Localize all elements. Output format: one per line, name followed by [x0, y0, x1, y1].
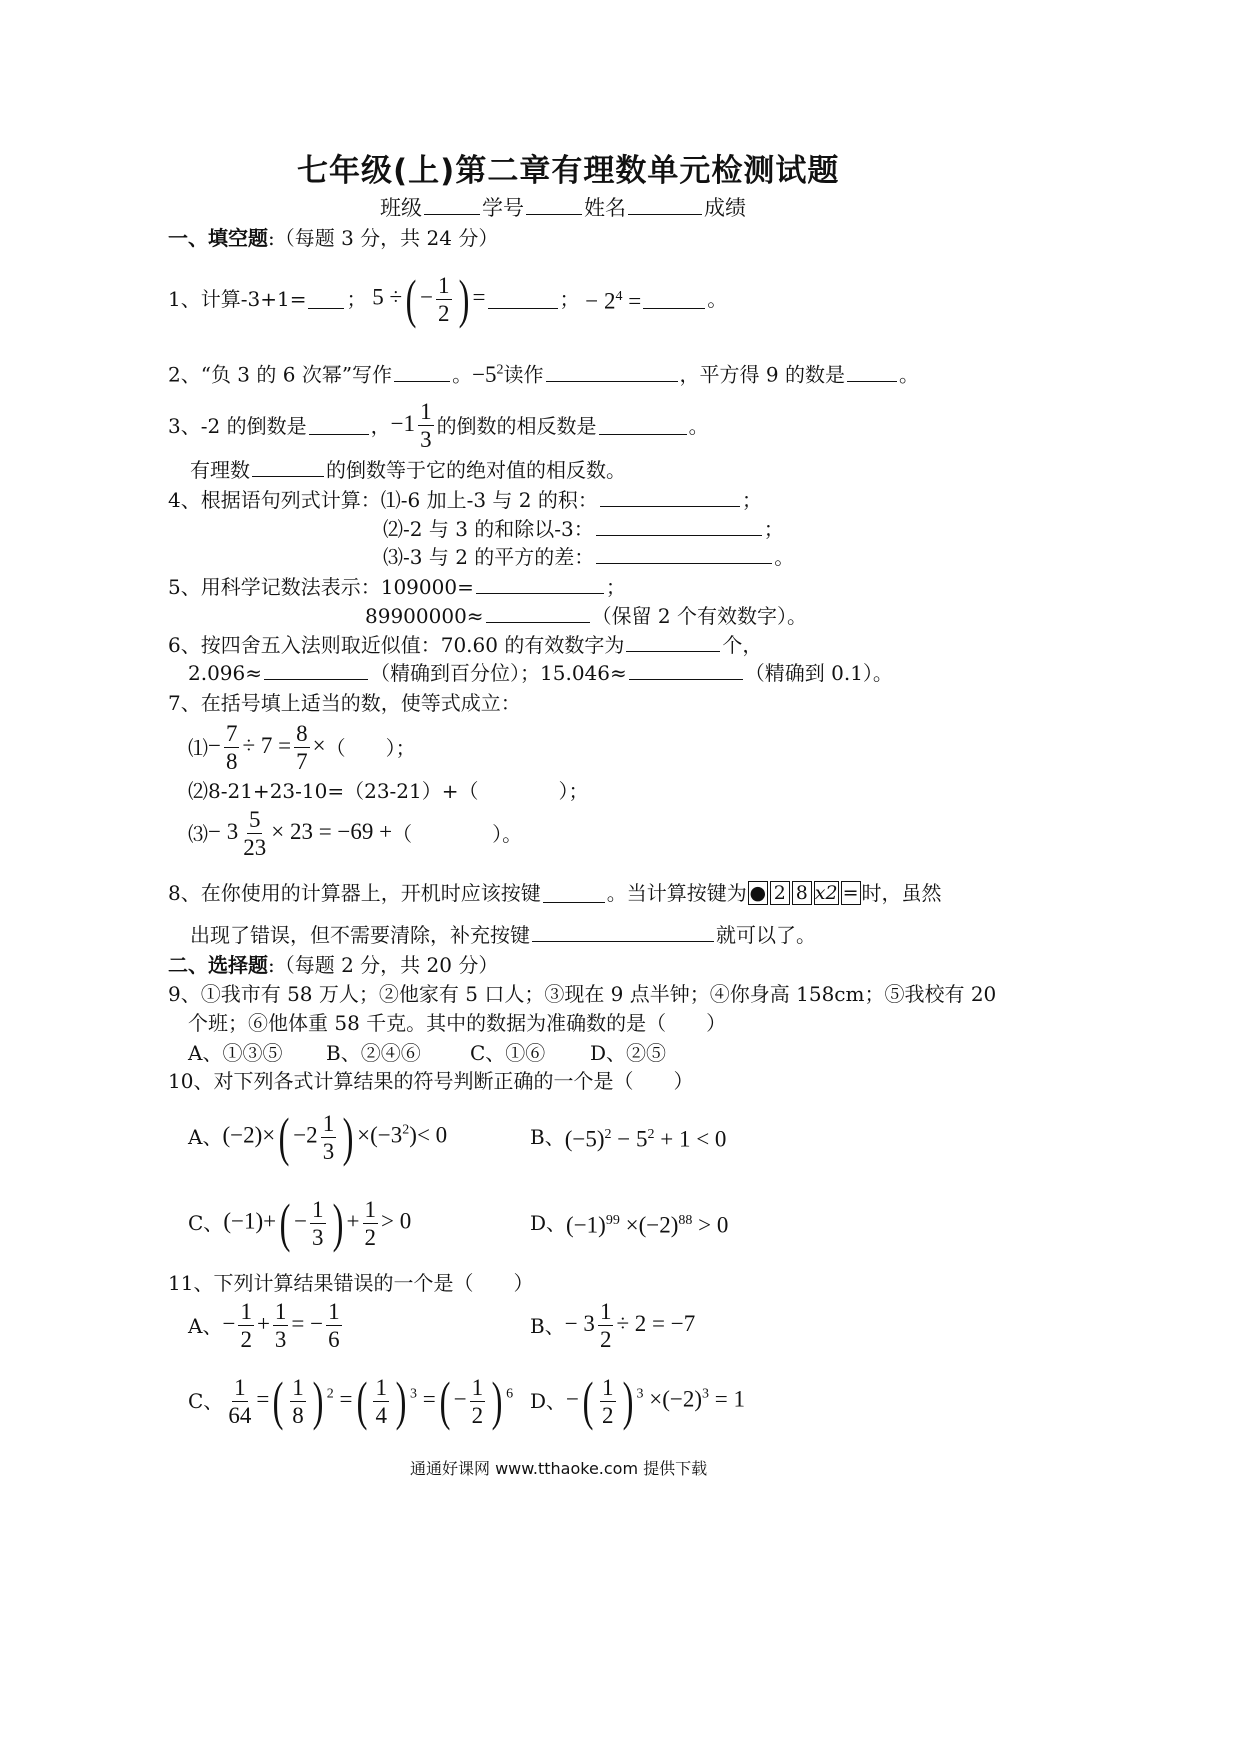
- question-5: [168, 574, 626, 600]
- q11-a-label: A、: [188, 1313, 223, 1338]
- q3-blank3[interactable]: [252, 458, 324, 477]
- q10-option-c[interactable]: [188, 1193, 412, 1253]
- q2-read: 读作: [503, 362, 544, 387]
- q3-sep: ，: [370, 413, 391, 438]
- student-info-line: [380, 195, 746, 221]
- q8-text4: 出现了错误，但不需要清除，补充按键: [190, 923, 530, 947]
- q9-option-b[interactable]: B、②④⑥: [326, 1041, 421, 1065]
- question-7: 7、在括号填上适当的数，使等式成立：: [168, 691, 521, 715]
- q8-text3: 时，虽然: [861, 881, 942, 905]
- section2-note: :（每题 2 分，共 20 分）: [268, 953, 499, 977]
- section1-note: :（每题 3 分，共 24 分）: [268, 226, 499, 250]
- question-8: [168, 880, 942, 906]
- key-equals: =: [841, 881, 861, 905]
- q2-text: 2、“负 3 的 6 次幂”写作: [168, 362, 393, 387]
- question-4-part2: [383, 516, 784, 542]
- q5-blank2[interactable]: [486, 604, 590, 623]
- q10-c-expr: (−1)+( − $\frac{1}{3}$ ) + $\frac{1}{2}$ > 0: [223, 1193, 412, 1253]
- q11-option-c[interactable]: [188, 1371, 514, 1431]
- question-3-line2: [190, 457, 626, 483]
- q8-text2: 。当计算按键为: [606, 881, 747, 905]
- q10-d-expr: $(-1)^{99} \times(-2)^{88} > 0$: [566, 1212, 729, 1238]
- q7-part1-expr: − $\frac{7}{8}$ ÷ 7 = $\frac{8}{7}$ ×: [208, 721, 326, 774]
- q10-a-label: A、: [188, 1125, 223, 1149]
- q6-text: 6、按四舍五入法则取近似值：70.60 的有效数字为: [168, 633, 625, 657]
- section2-title: 二、选择题: [168, 953, 268, 977]
- key-square: x2: [814, 882, 838, 904]
- class-field[interactable]: [424, 196, 480, 215]
- q3-blank2[interactable]: [599, 416, 687, 435]
- q4-part2: ⑵-2 与 3 的和除以-3：: [383, 517, 594, 541]
- question-9-line2: 个班；⑥他体重 58 千克。其中的数据为准确数的是（ ）: [188, 1011, 727, 1035]
- q6-sep: 个，: [722, 633, 763, 657]
- question-5-line2: [365, 603, 807, 629]
- q7-part1-label: ⑴: [188, 735, 208, 760]
- q11-c-label: C、: [188, 1389, 224, 1413]
- q1-blank2[interactable]: [488, 290, 558, 309]
- key-8: 8: [792, 881, 812, 905]
- q2-end: 。: [899, 362, 919, 387]
- q5-text: 5、用科学记数法表示：109000=: [168, 575, 474, 599]
- q11-option-b[interactable]: [530, 1300, 695, 1351]
- key-2: 2: [770, 881, 790, 905]
- q10-c-label: C、: [188, 1211, 224, 1235]
- page-title: 七年级(上)第二章有理数单元检测试题: [297, 153, 840, 189]
- q6-end: （精确到 0.1）。: [744, 661, 893, 685]
- q6-text3: （精确到百分位）；15.046≈: [370, 661, 627, 685]
- section1-heading: [168, 225, 498, 251]
- q4-lead: 4、根据语句列式计算：: [168, 488, 381, 512]
- question-9-line1: 9、①我市有 58 万人；②他家有 5 口人；③现在 9 点半钟；④你身高 158cm；⑤我校有 20: [168, 982, 997, 1006]
- q11-b-label: B、: [530, 1313, 565, 1338]
- q11-c-expr: $\frac{1}{64}$ =( $\frac{1}{8}$ ) $^2$ =( $\frac{1}{4}$ ) $^3$ =( − $\frac{1}{2}$ ) $^6$: [228, 1371, 514, 1431]
- q2-blank2[interactable]: [546, 363, 678, 382]
- q11-d-label: D、: [530, 1389, 567, 1413]
- q4-blank3[interactable]: [596, 545, 772, 564]
- q10-d-label: D、: [530, 1211, 567, 1236]
- q8-text: 8、在你使用的计算器上，开机时应该按键: [168, 881, 541, 905]
- name-label: 姓名: [584, 196, 626, 220]
- q3-line2-end: 的倒数等于它的绝对值的相反数。: [326, 458, 626, 482]
- q10-a-expr: (−2)×( −2 $\frac{1}{3}$ ) $\times(-3^2)< 0$: [222, 1107, 448, 1167]
- q2-text2: ，平方得 9 的数是: [679, 362, 845, 387]
- q5-end: （保留 2 个有效数字）。: [591, 604, 808, 628]
- q9-option-a[interactable]: A、①③⑤: [188, 1041, 283, 1065]
- q1-sep1: ；: [346, 287, 367, 311]
- q3-expr: −1 $\frac{1}{3}$: [390, 399, 432, 452]
- q2-blank1[interactable]: [394, 363, 450, 382]
- q3-text2: 的倒数的相反数是: [436, 413, 597, 438]
- q9-option-d[interactable]: D、②⑤: [590, 1041, 667, 1065]
- q1-text: 1、计算-3+1=: [168, 287, 307, 311]
- class-label: 班级: [380, 196, 422, 220]
- q7-part3-blank[interactable]: （ ）。: [392, 821, 523, 846]
- q2-expr: $-5^2$: [472, 361, 504, 387]
- q8-end: 就可以了。: [716, 923, 816, 947]
- q4-part3: ⑶-3 与 2 的平方的差：: [383, 545, 595, 569]
- q10-option-a[interactable]: [188, 1107, 448, 1167]
- q1-expr2: 5 ÷( − $\frac{1}{2}$ ) =: [366, 269, 486, 329]
- section1-title: 一、填空题: [168, 226, 268, 250]
- question-4-part3: [383, 544, 794, 570]
- question-11: 11、下列计算结果错误的一个是（ ）: [168, 1271, 534, 1295]
- q1-expr3: − $2^4$ =: [579, 288, 642, 314]
- q4-part3-end: 。: [774, 545, 795, 569]
- q1-end: 。: [707, 287, 728, 311]
- q11-b-expr: − 3 $\frac{1}{2}$ ÷ 2 = −7: [564, 1299, 696, 1352]
- q10-option-d[interactable]: [530, 1208, 728, 1239]
- footer-credit: 通通好课网 www.tthaoke.com 提供下载: [410, 1459, 708, 1478]
- q6-blank3[interactable]: [629, 661, 743, 680]
- q1-sep2: ；: [559, 287, 580, 311]
- question-7-part2: ⑵8-21+23-10=（23-21）+（ ）；: [188, 779, 589, 803]
- q6-text2: 2.096≈: [188, 661, 263, 685]
- q10-b-label: B、: [530, 1125, 565, 1150]
- question-6: [168, 632, 762, 658]
- q4-part1: ⑴-6 加上-3 与 2 的积：: [380, 488, 598, 512]
- key-dot: ●: [749, 882, 767, 904]
- q7-part3-expr: − 3 $\frac{5}{23}$ × 23 = −69 +: [208, 807, 393, 860]
- question-3: [168, 400, 709, 451]
- q4-part2-end: ；: [763, 517, 784, 541]
- id-label: 学号: [482, 196, 524, 220]
- question-4: [168, 487, 762, 513]
- q11-option-a[interactable]: [188, 1300, 345, 1351]
- question-2: [168, 357, 919, 388]
- q3-text: 3、-2 的倒数是: [168, 413, 307, 438]
- q5-blank1[interactable]: [476, 575, 604, 594]
- q7-part1-blank[interactable]: （ ）；: [325, 735, 416, 760]
- q5-sep: ；: [605, 575, 626, 599]
- q10-option-b[interactable]: [530, 1122, 726, 1153]
- q11-d-expr: −( $\frac{1}{2}$ ) $^3 \times(-2)^3 = 1$: [566, 1371, 745, 1431]
- q8-blank1[interactable]: [543, 884, 605, 903]
- question-10: 10、对下列各式计算结果的符号判断正确的一个是（ ）: [168, 1069, 694, 1093]
- id-field[interactable]: [526, 196, 582, 215]
- name-field[interactable]: [628, 196, 702, 215]
- q4-part1-end: ；: [741, 488, 762, 512]
- question-6-line2: [188, 660, 893, 686]
- q1-blank1[interactable]: [308, 290, 344, 309]
- q9-option-c[interactable]: C、①⑥: [470, 1041, 546, 1065]
- q4-blank2[interactable]: [596, 517, 762, 536]
- q6-blank2[interactable]: [264, 661, 368, 680]
- question-8-line2: [190, 922, 816, 948]
- q8-blank2[interactable]: [532, 923, 714, 942]
- q2-blank3[interactable]: [847, 363, 897, 382]
- q11-option-d[interactable]: [530, 1371, 745, 1431]
- q2-sep1: 。: [452, 362, 473, 387]
- q5-text2: 89900000≈: [365, 604, 484, 628]
- q3-line2-text: 有理数: [190, 458, 250, 482]
- q4-blank1[interactable]: [600, 488, 740, 507]
- q10-b-expr: $(-5)^2 - 5^2 + 1 < 0$: [564, 1126, 727, 1152]
- q11-a-expr: − $\frac{1}{2}$ + $\frac{1}{3}$ = − $\frac{1}{6}$: [222, 1299, 340, 1352]
- question-7-part1: [188, 722, 416, 773]
- q3-blank1[interactable]: [309, 416, 369, 435]
- q6-blank1[interactable]: [626, 633, 720, 652]
- section2-heading: [168, 952, 498, 978]
- question-1: [168, 269, 728, 329]
- q7-part3-label: ⑶: [188, 821, 208, 846]
- q3-end: 。: [688, 413, 709, 438]
- question-7-part3: [188, 808, 522, 859]
- q1-blank3[interactable]: [643, 290, 705, 309]
- score-label: 成绩: [704, 196, 746, 220]
